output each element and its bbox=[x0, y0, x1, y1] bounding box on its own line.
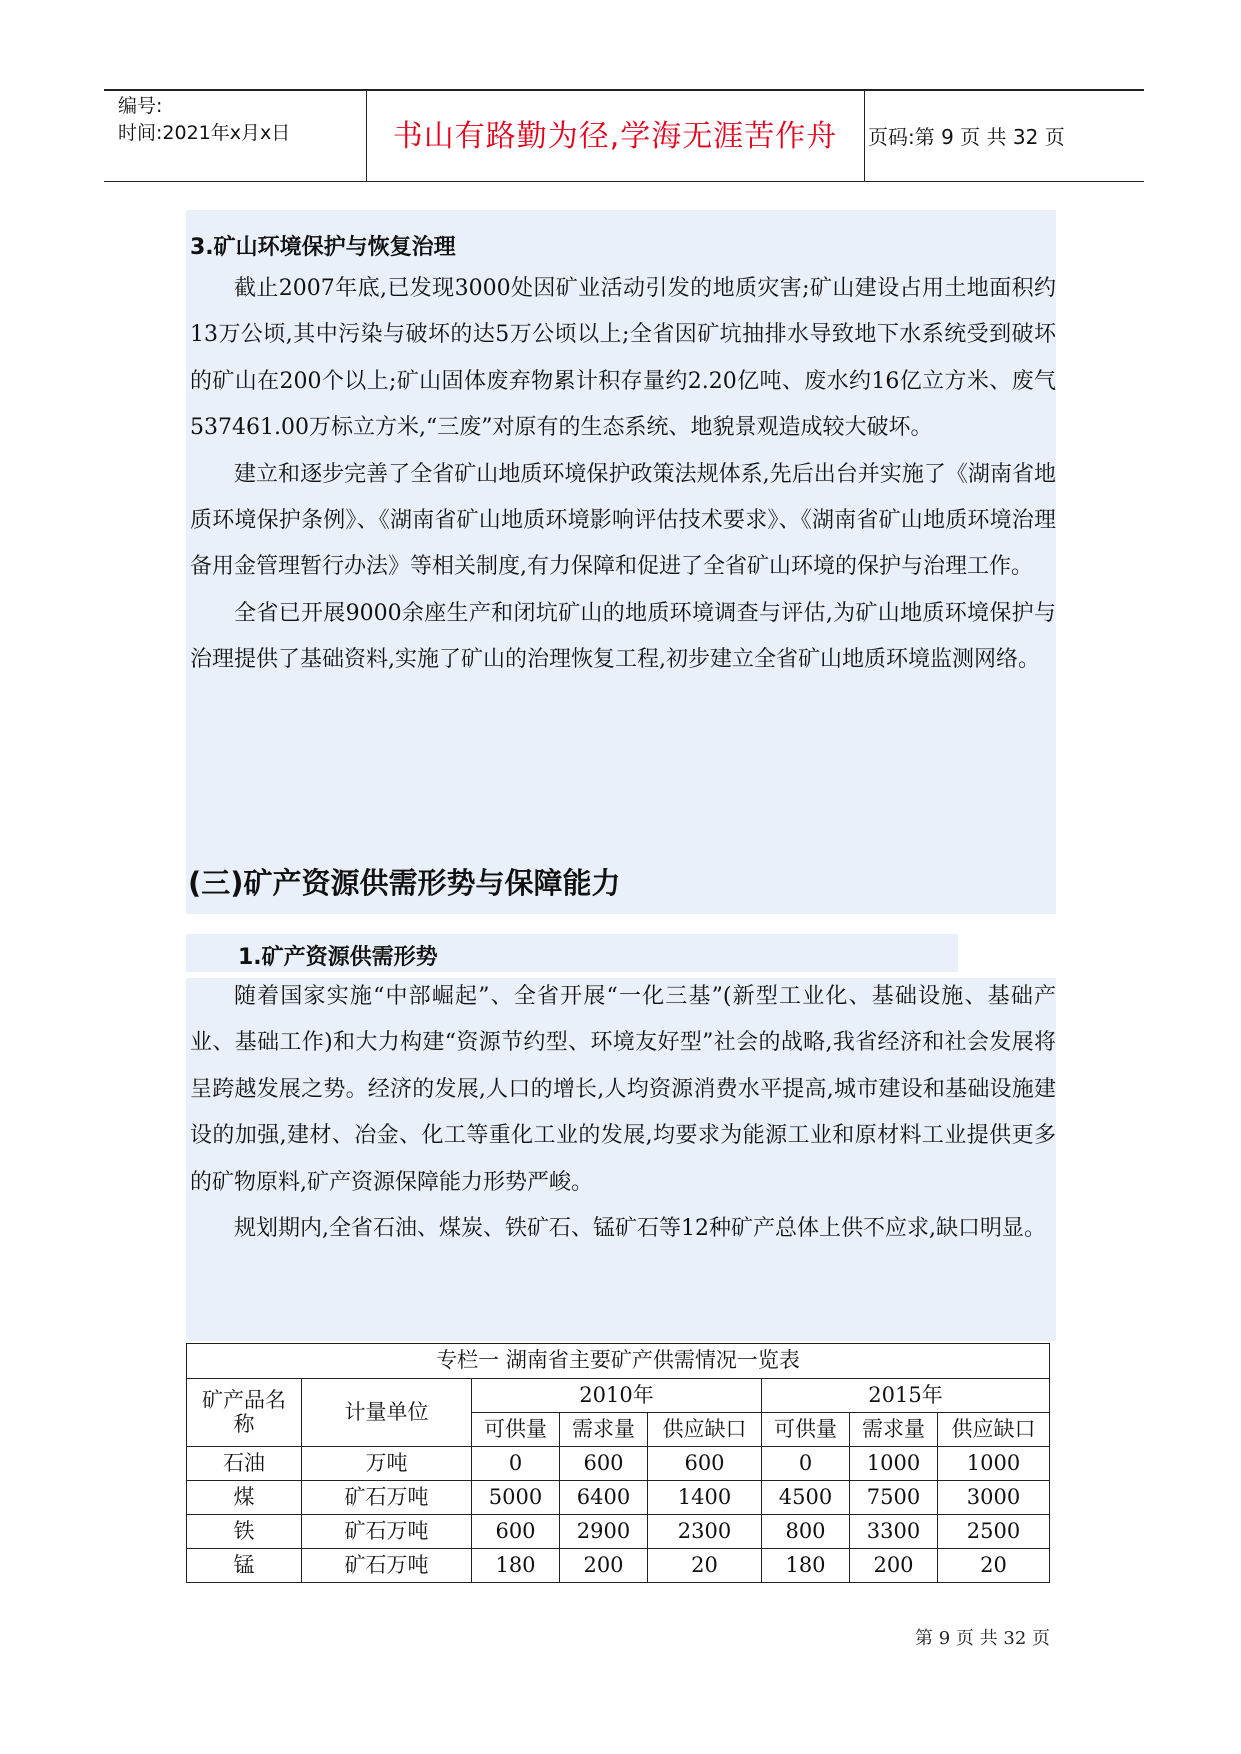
value-cell: 180 bbox=[472, 1549, 560, 1583]
value-cell: 2900 bbox=[560, 1515, 648, 1549]
section3-heading: 3.矿山环境保护与恢复治理 bbox=[190, 235, 456, 260]
value-cell: 600 bbox=[648, 1447, 762, 1481]
mineral-name: 铁 bbox=[187, 1515, 302, 1549]
table-row bbox=[187, 1549, 1050, 1583]
header-supply: 可供量 bbox=[472, 1413, 560, 1447]
paragraph: 规划期内,全省石油、煤炭、铁矿石、锰矿石等12种矿产总体上供不应求,缺口明显。 bbox=[234, 1216, 1046, 1242]
paragraph: 随着国家实施“中部崛起”、全省开展“一化三基”(新型工业化、基础设施、基础产业、基础工作)和大力构建“资源节约型、环境友好型”社会的战略,我省经济和社会发展将呈跨越发展之势。经济的发展,人口的增长,人均资源消费水平提高,城市建设和基础设施建设的加强,建材、冶金、化工等重化工业的发展,均要求为能源工业和原材料工业提供更多的矿物原料,矿产资源保障能力形势严峻。 bbox=[190, 984, 1056, 1195]
unit-cell: 矿石万吨 bbox=[302, 1481, 472, 1515]
header-supply: 可供量 bbox=[762, 1413, 850, 1447]
value-cell: 600 bbox=[472, 1515, 560, 1549]
value-cell: 20 bbox=[938, 1549, 1050, 1583]
value-cell: 5000 bbox=[472, 1481, 560, 1515]
page-header bbox=[104, 89, 1144, 182]
paragraph: 全省已开展9000余座生产和闭坑矿山的地质环境调查与评估,为矿山地质环境保护与治理提供了基础资料,实施了矿山的治理恢复工程,初步建立全省矿山地质环境监测网络。 bbox=[190, 600, 1056, 673]
value-cell: 2500 bbox=[938, 1515, 1050, 1549]
mineral-name: 煤 bbox=[187, 1481, 302, 1515]
value-cell: 20 bbox=[648, 1549, 762, 1583]
value-cell: 200 bbox=[850, 1549, 938, 1583]
header-number-label: 编号: bbox=[118, 95, 163, 117]
table-row bbox=[187, 1515, 1050, 1549]
unit-cell: 矿石万吨 bbox=[302, 1549, 472, 1583]
header-meta bbox=[118, 93, 290, 147]
header-motto: 书山有路勤为径,学海无涯苦作舟 bbox=[392, 119, 838, 154]
value-cell: 6400 bbox=[560, 1481, 648, 1515]
header-demand: 需求量 bbox=[560, 1413, 648, 1447]
header-bottom-rule bbox=[104, 181, 1144, 182]
value-cell: 1400 bbox=[648, 1481, 762, 1515]
table-row bbox=[187, 1481, 1050, 1515]
sub1-heading: 1.矿产资源供需形势 bbox=[238, 945, 438, 970]
value-cell: 180 bbox=[762, 1549, 850, 1583]
value-cell: 2300 bbox=[648, 1515, 762, 1549]
header-top-rule bbox=[104, 89, 1144, 91]
section-three-heading: (三)矿产资源供需形势与保障能力 bbox=[188, 866, 621, 900]
value-cell: 1000 bbox=[850, 1447, 938, 1481]
value-cell: 4500 bbox=[762, 1481, 850, 1515]
header-time-label: 时间:2021年x月x日 bbox=[118, 122, 291, 144]
paragraph: 截止2007年底,已发现3000处因矿业活动引发的地质灾害;矿山建设占用土地面积约13万公顷,其中污染与破坏的达5万公顷以上;全省因矿坑抽排水导致地下水系统受到破坏的矿山在200个以上;矿山固体废弃物累计积存量约2.20亿吨、废水约16亿立方米、废气537461.00万标立方米,“三废”对原有的生态系统、地貌景观造成较大破坏。 bbox=[190, 276, 1056, 441]
unit-cell: 矿石万吨 bbox=[302, 1515, 472, 1549]
header-year-2015: 2015年 bbox=[762, 1379, 1050, 1413]
header-year-2010: 2010年 bbox=[472, 1379, 762, 1413]
supply-demand-table bbox=[186, 1343, 1050, 1583]
paragraph: 建立和逐步完善了全省矿山地质环境保护政策法规体系,先后出台并实施了《湖南省地质环境保护条例》、《湖南省矿山地质环境影响评估技术要求》、《湖南省矿山地质环境治理备用金管理暂行办法》等相关制度,有力保障和促进了全省矿山环境的保护与治理工作。 bbox=[190, 461, 1056, 580]
header-demand: 需求量 bbox=[850, 1413, 938, 1447]
header-divider-left bbox=[366, 89, 367, 182]
value-cell: 600 bbox=[560, 1447, 648, 1481]
header-unit: 计量单位 bbox=[302, 1379, 472, 1447]
header-divider-right bbox=[864, 89, 865, 182]
page-footer: 第 9 页 共 32 页 bbox=[915, 1628, 1050, 1649]
unit-cell: 万吨 bbox=[302, 1447, 472, 1481]
header-gap: 供应缺口 bbox=[938, 1413, 1050, 1447]
value-cell: 3300 bbox=[850, 1515, 938, 1549]
header-page-label: 页码:第 9 页 共 32 页 bbox=[868, 125, 1065, 149]
value-cell: 7500 bbox=[850, 1481, 938, 1515]
value-cell: 1000 bbox=[938, 1447, 1050, 1481]
section3-body bbox=[190, 266, 1056, 684]
table-row bbox=[187, 1447, 1050, 1481]
table-caption: 专栏一 湖南省主要矿产供需情况一览表 bbox=[187, 1344, 1050, 1379]
value-cell: 0 bbox=[472, 1447, 560, 1481]
value-cell: 3000 bbox=[938, 1481, 1050, 1515]
mineral-name: 锰 bbox=[187, 1549, 302, 1583]
sub1-body bbox=[190, 974, 1056, 1252]
value-cell: 200 bbox=[560, 1549, 648, 1583]
header-gap: 供应缺口 bbox=[648, 1413, 762, 1447]
header-mineral-name: 矿产品名称 bbox=[187, 1379, 302, 1447]
mineral-name: 石油 bbox=[187, 1447, 302, 1481]
value-cell: 800 bbox=[762, 1515, 850, 1549]
value-cell: 0 bbox=[762, 1447, 850, 1481]
